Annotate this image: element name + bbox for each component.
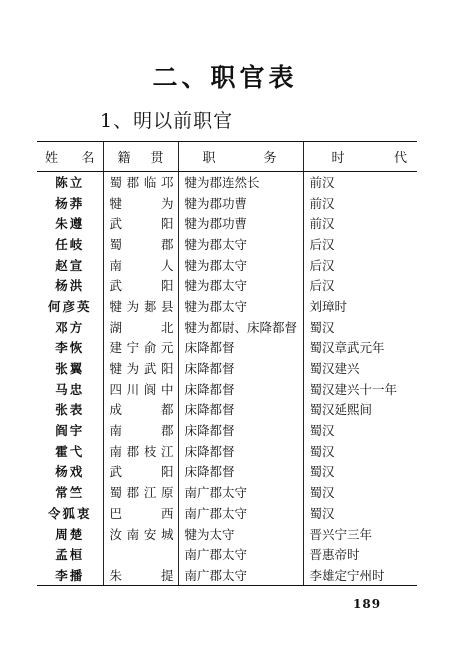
- cell-office: 南广郡太守: [178, 503, 303, 524]
- cell-origin: 蜀 郡: [103, 234, 178, 255]
- table-row: [37, 213, 417, 234]
- cell-origin: 蜀郡江原: [103, 482, 178, 503]
- table-row: [37, 544, 417, 565]
- cell-period: 刘璋时: [303, 296, 417, 317]
- header-period: 时 代: [303, 142, 417, 172]
- cell-name: 孟桓: [55, 547, 85, 563]
- cell-name: 张翼: [55, 361, 85, 377]
- cell-office: 南广郡太守: [178, 544, 303, 565]
- table-row: [37, 440, 417, 461]
- cell-office: 床降都督: [178, 378, 303, 399]
- cell-office: 犍为太守: [178, 523, 303, 544]
- table-row: [37, 503, 417, 524]
- table-row: [37, 378, 417, 399]
- cell-office: 床降都督: [178, 440, 303, 461]
- cell-office: 南广郡太守: [178, 565, 303, 586]
- cell-office: 南广郡太守: [178, 482, 303, 503]
- table-row: [37, 296, 417, 317]
- cell-origin: 南郡枝江: [103, 440, 178, 461]
- cell-period: 李雄定宁州时: [303, 565, 417, 586]
- table-row: [37, 316, 417, 337]
- cell-name: 杨洪: [55, 278, 85, 294]
- cell-name: 任岐: [55, 236, 85, 252]
- cell-origin: 武 阳: [103, 213, 178, 234]
- cell-origin: 犍为武阳: [103, 358, 178, 379]
- cell-origin: 朱 提: [103, 565, 178, 586]
- table-body: [37, 172, 417, 586]
- sub-title: 1、明以前职官: [100, 110, 234, 132]
- cell-office: 犍为郡太守: [178, 296, 303, 317]
- cell-name: 常竺: [55, 485, 85, 501]
- table-row: [37, 234, 417, 255]
- cell-origin: 犍 为: [103, 192, 178, 213]
- cell-period: 前汉: [303, 192, 417, 213]
- cell-period: 蜀汉建兴十一年: [303, 378, 417, 399]
- cell-office: 床降都督: [178, 461, 303, 482]
- cell-office: 犍为郡太守: [178, 275, 303, 296]
- header-origin: 籍 贯: [103, 142, 178, 172]
- cell-office: 床降都督: [178, 399, 303, 420]
- table-row: [37, 192, 417, 213]
- cell-origin: 成 都: [103, 399, 178, 420]
- cell-period: 蜀汉: [303, 461, 417, 482]
- page-number: 189: [353, 597, 382, 611]
- cell-name: 朱遵: [55, 216, 85, 232]
- cell-name: 陈立: [55, 175, 85, 191]
- cell-origin: 四川阆中: [103, 378, 178, 399]
- table-row: [37, 461, 417, 482]
- cell-period: 蜀汉: [303, 482, 417, 503]
- cell-office: 犍为都尉、床降都督: [178, 316, 303, 337]
- cell-name: 李播: [37, 565, 103, 586]
- cell-origin: 建宁俞元: [103, 337, 178, 358]
- cell-office: 床降都督: [178, 358, 303, 379]
- cell-name: 杨莽: [55, 195, 85, 211]
- section-title: 二、职官表: [152, 63, 298, 92]
- cell-period: 蜀汉: [303, 440, 417, 461]
- table-row: [37, 254, 417, 275]
- cell-name: 马忠: [55, 381, 85, 397]
- cell-origin: 南 郡: [103, 420, 178, 441]
- cell-period: 蜀汉延熙间: [303, 399, 417, 420]
- cell-period: 蜀汉: [303, 316, 417, 337]
- table-row: [37, 172, 417, 193]
- cell-office: 犍为郡连然长: [178, 172, 303, 193]
- cell-name: 令狐衷: [47, 505, 92, 521]
- cell-origin: 犍为郪县: [103, 296, 178, 317]
- cell-period: 蜀汉建兴: [303, 358, 417, 379]
- table-row: [37, 482, 417, 503]
- cell-office: 犍为郡功曹: [178, 213, 303, 234]
- cell-origin: 武 阳: [103, 461, 178, 482]
- cell-period: 前汉: [303, 172, 417, 193]
- table-row: [37, 420, 417, 441]
- cell-period: 后汉: [303, 234, 417, 255]
- table-row: [37, 399, 417, 420]
- table-row: [37, 565, 417, 586]
- header-office: 职 务: [178, 142, 303, 172]
- cell-period: 蜀汉: [303, 503, 417, 524]
- cell-name: 阎宇: [55, 423, 85, 439]
- table-row: [37, 337, 417, 358]
- cell-name: 张表: [55, 402, 85, 418]
- cell-name: 何彦英: [47, 298, 92, 314]
- cell-name: 霍弋: [55, 443, 85, 459]
- table-row: [37, 523, 417, 544]
- cell-origin: 巴 西: [103, 503, 178, 524]
- cell-name: 杨戏: [55, 464, 85, 480]
- cell-name: 李恢: [55, 340, 85, 356]
- cell-origin: 武 阳: [103, 275, 178, 296]
- cell-office: 犍为郡功曹: [178, 192, 303, 213]
- cell-name: 邓方: [55, 319, 85, 335]
- cell-origin: 蜀郡临邛: [103, 172, 178, 193]
- cell-period: 蜀汉: [303, 420, 417, 441]
- cell-office: 犍为郡太守: [178, 254, 303, 275]
- table-row: [37, 358, 417, 379]
- cell-office: 床降都督: [178, 337, 303, 358]
- cell-period: 晋惠帝时: [303, 544, 417, 565]
- cell-origin: 南 人: [103, 254, 178, 275]
- cell-office: 犍为郡太守: [178, 234, 303, 255]
- cell-name: 赵宣: [55, 257, 85, 273]
- cell-office: 床降都督: [178, 420, 303, 441]
- officials-table: [37, 141, 417, 586]
- cell-origin: 汝南安城: [103, 523, 178, 544]
- cell-period: 前汉: [303, 213, 417, 234]
- cell-name: 周楚: [55, 526, 85, 542]
- table-row: [37, 275, 417, 296]
- cell-period: 晋兴宁三年: [303, 523, 417, 544]
- cell-origin: [103, 544, 178, 565]
- cell-origin: 湖 北: [103, 316, 178, 337]
- cell-period: 蜀汉章武元年: [303, 337, 417, 358]
- header-name: 姓 名: [37, 142, 103, 172]
- table-header-row: [37, 142, 417, 172]
- cell-period: 后汉: [303, 254, 417, 275]
- cell-period: 后汉: [303, 275, 417, 296]
